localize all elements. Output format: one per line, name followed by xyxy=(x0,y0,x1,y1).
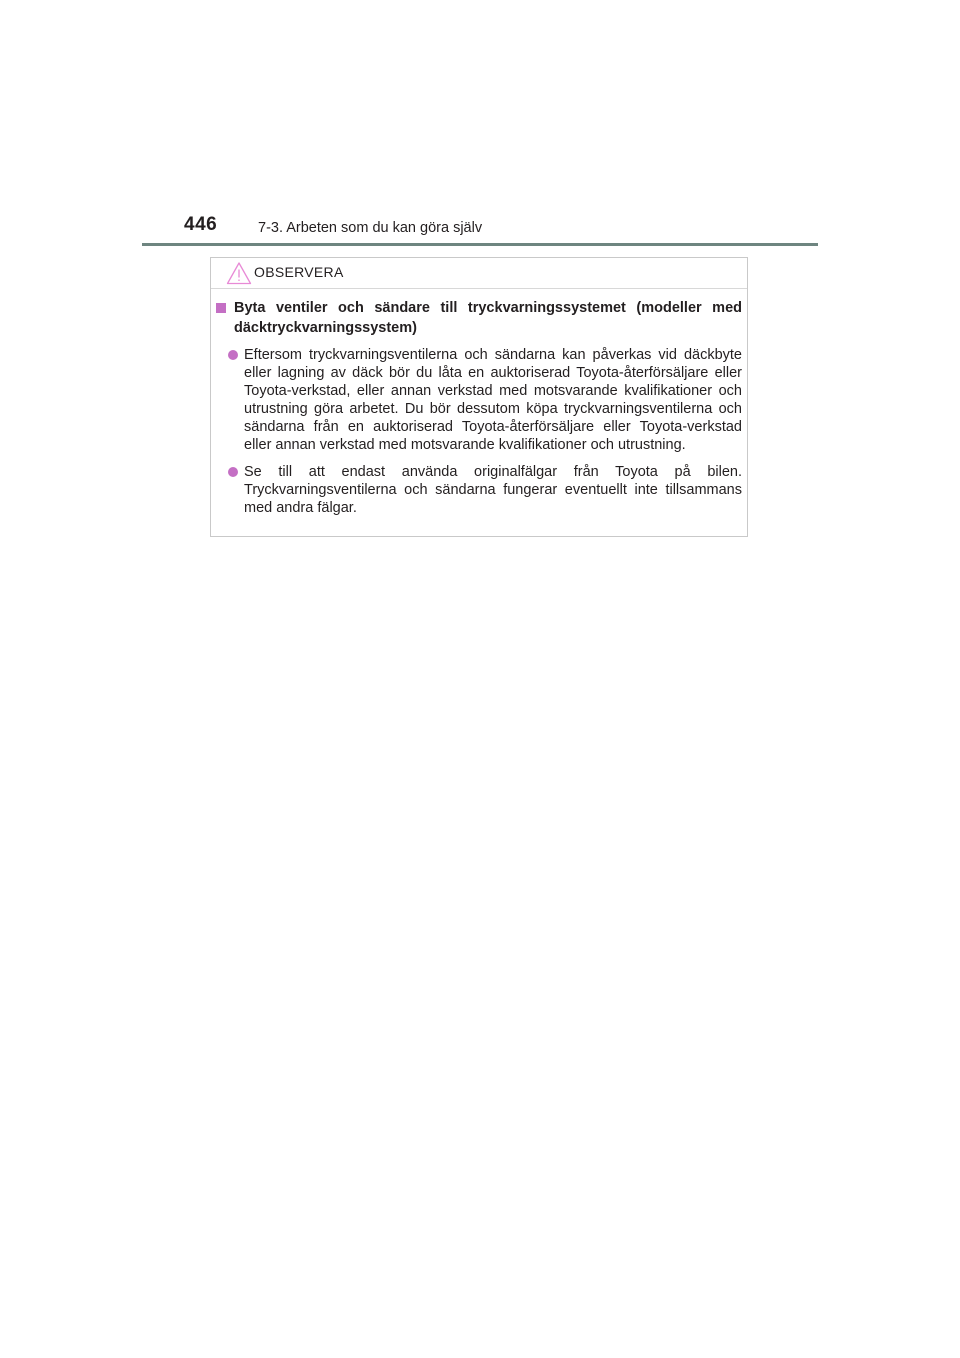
notice-label: OBSERVERA xyxy=(254,264,344,280)
section-heading xyxy=(214,298,742,338)
page-number: 446 xyxy=(184,214,218,235)
section-heading-text: Byta ventiler och sändare till tryckvarningssystemet (modeller med däcktryckvarningssystem) xyxy=(234,300,742,336)
header-divider xyxy=(142,243,818,246)
list-item xyxy=(214,463,742,517)
warning-triangle-icon xyxy=(226,261,252,285)
list-item xyxy=(214,346,742,454)
round-bullet-icon xyxy=(228,350,238,360)
list-item-text: Eftersom tryckvarningsventilerna och sändarna kan påverkas vid däckbyte eller lagning av däck bör du låta en auktoriserad Toyota-återförsäljare eller Toyota-verkstad, eller annan verkstad med motsvarande kvalifikationer och utrustning göra arbetet. Du bör dessutom köpa tryckvarningsventilerna och sändarna från en auktoriserad Toyota-återförsäljare eller Toyota-verkstad eller annan verkstad med motsvarande kvalifikationer och utrustning. xyxy=(244,347,742,453)
notice-header xyxy=(211,258,747,289)
square-bullet-icon xyxy=(216,303,226,313)
list-item-text: Se till att endast använda originalfälgar från Toyota på bilen. Tryckvarningsventilerna och sändarna fungerar eventuellt inte tillsammans med andra fälgar. xyxy=(244,464,742,516)
notice-box xyxy=(210,257,748,537)
section-title: 7-3. Arbeten som du kan göra själv xyxy=(258,220,483,236)
round-bullet-icon xyxy=(228,467,238,477)
notice-body xyxy=(211,298,749,517)
